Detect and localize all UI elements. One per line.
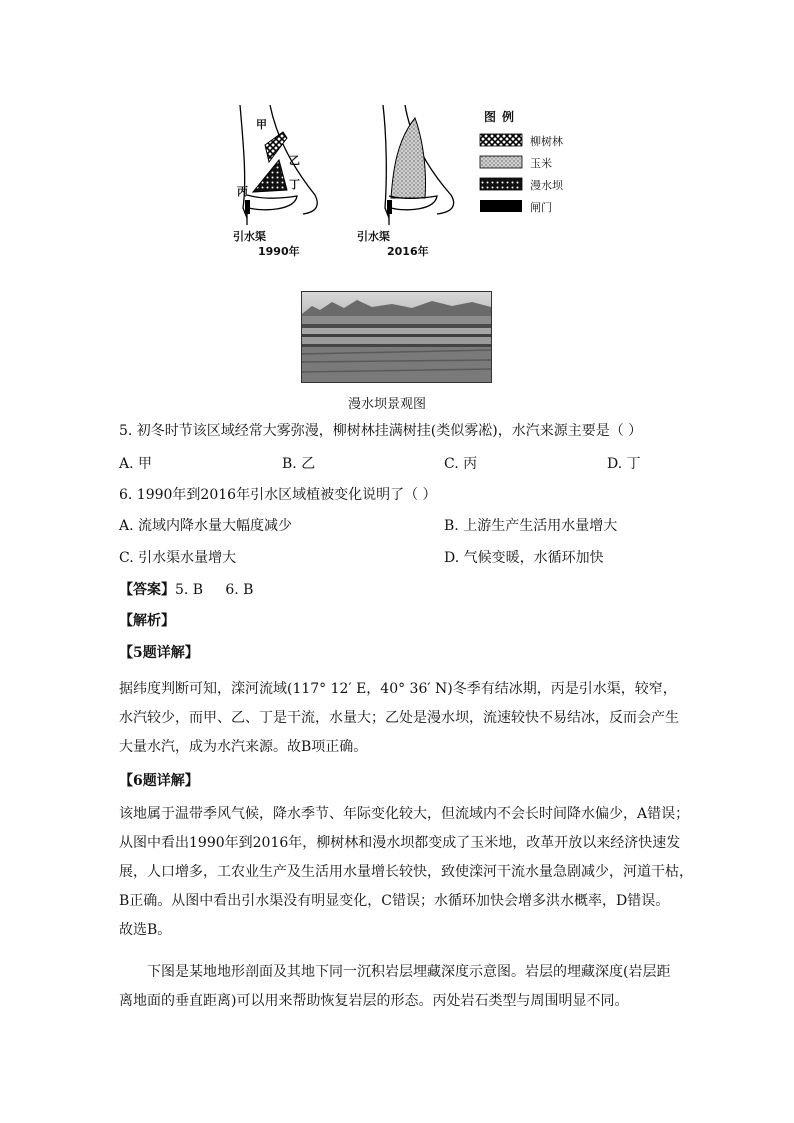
answer-line <box>119 580 253 600</box>
q6-detail-line: 该地属于温带季风气候，降水季节、年际变化较大，但流域内不会长时间降水偏少，A错误； <box>119 806 690 822</box>
canal-label-2016: 引水渠 <box>357 230 390 243</box>
label-jia: 甲 <box>256 118 267 131</box>
next-intro <box>119 958 670 1016</box>
q6-detail-label: 【6题详解】 <box>119 773 199 789</box>
q6-detail-line: 故选B。 <box>119 922 172 938</box>
q6-option-b: B. 上游生产生活用水量增大 <box>444 518 618 534</box>
q6-detail-line: 从图中看出1990年到2016年，柳树林和漫水坝都变成了玉米地，改革开放以来经济快速发 <box>119 835 681 851</box>
legend-label-dam: 漫水坝 <box>530 179 563 192</box>
label-yi: 乙 <box>289 154 300 167</box>
label-ding: 丁 <box>289 178 300 191</box>
legend <box>480 134 522 212</box>
q6-option-c: C. 引水渠水量增大 <box>119 550 237 566</box>
q6-option-d: D. 气候变暖，水循环加快 <box>444 550 604 566</box>
next-intro-line: 离地面的垂直距离)可以用来帮助恢复岩层的形态。丙处岩石类型与周围明显不同。 <box>119 993 629 1009</box>
dam-photo <box>301 291 492 383</box>
q6-stem: 6. 1990年到2016年引水区域植被变化说明了（ ） <box>119 487 437 503</box>
q5-detail-line: 大量水汽，成为水汽来源。故B项正确。 <box>119 739 368 755</box>
q6-detail-line: B正确。从图中看出引水渠没有明显变化，C错误；水循环加快会增多洪水概率，D错误。 <box>119 893 670 909</box>
q5-stem: 5. 初冬时节该区域经常大雾弥漫，柳树林挂满树挂(类似雾凇)，水汽来源主要是（ ） <box>119 423 643 439</box>
next-intro-line: 下图是某地地形剖面及其地下同一沉积岩层埋藏深度示意图。岩层的埋藏深度(岩层距 <box>147 964 671 980</box>
q6-detail-line: 展，人口增多，工农业生产及生活用水量增长较快，致使滦河干流水量急剧减少，河道干枯， <box>119 864 693 880</box>
map-2016 <box>383 105 454 225</box>
dam-area <box>253 160 287 192</box>
canal-label-1990: 引水渠 <box>233 230 266 243</box>
corn-area <box>391 118 426 198</box>
year-1990: 1990年 <box>258 245 300 258</box>
analysis-label: 【解析】 <box>119 613 175 629</box>
answer-label: 【答案】 <box>119 582 175 598</box>
q5-option-d: D. 丁 <box>607 456 641 472</box>
legend-swatch-dam <box>480 178 522 190</box>
q5-option-a: A. 甲 <box>119 456 153 472</box>
year-2016: 2016年 <box>387 245 429 258</box>
map-1990 <box>240 105 317 225</box>
legend-title: 图例 <box>484 110 521 124</box>
photo-caption: 漫水坝景观图 <box>348 397 427 412</box>
canal-loop <box>247 195 297 210</box>
q5-option-b: B. 乙 <box>282 456 316 472</box>
legend-label-corn: 玉米 <box>530 157 552 170</box>
q5-detail-line: 水汽较少，而甲、乙、丁是干流，水量大；乙处是漫水坝，流速较快不易结冰，反而会产生 <box>119 710 679 726</box>
gate <box>245 200 250 214</box>
label-bing: 丙 <box>237 185 248 198</box>
q6-detail-body <box>119 800 693 945</box>
q5-detail-label: 【5题详解】 <box>119 645 199 661</box>
q5-detail-body <box>119 675 679 762</box>
legend-swatch-gate <box>480 200 522 212</box>
legend-label-gate: 闸门 <box>530 201 552 214</box>
legend-swatch-willow <box>480 134 522 146</box>
legend-swatch-corn <box>480 156 522 168</box>
q6-option-a: A. 流域内降水量大幅度减少 <box>119 518 293 534</box>
gate-2016 <box>387 200 392 214</box>
legend-label-willow: 柳树林 <box>530 135 563 148</box>
q5-detail-line: 据纬度判断可知，滦河流域(117° 12′ E，40° 36′ N)冬季有结冰期，丙是引水渠，较窄， <box>119 681 677 697</box>
answer-text: 5. B 6. B <box>175 582 254 598</box>
q5-option-c: C. 丙 <box>444 456 478 472</box>
